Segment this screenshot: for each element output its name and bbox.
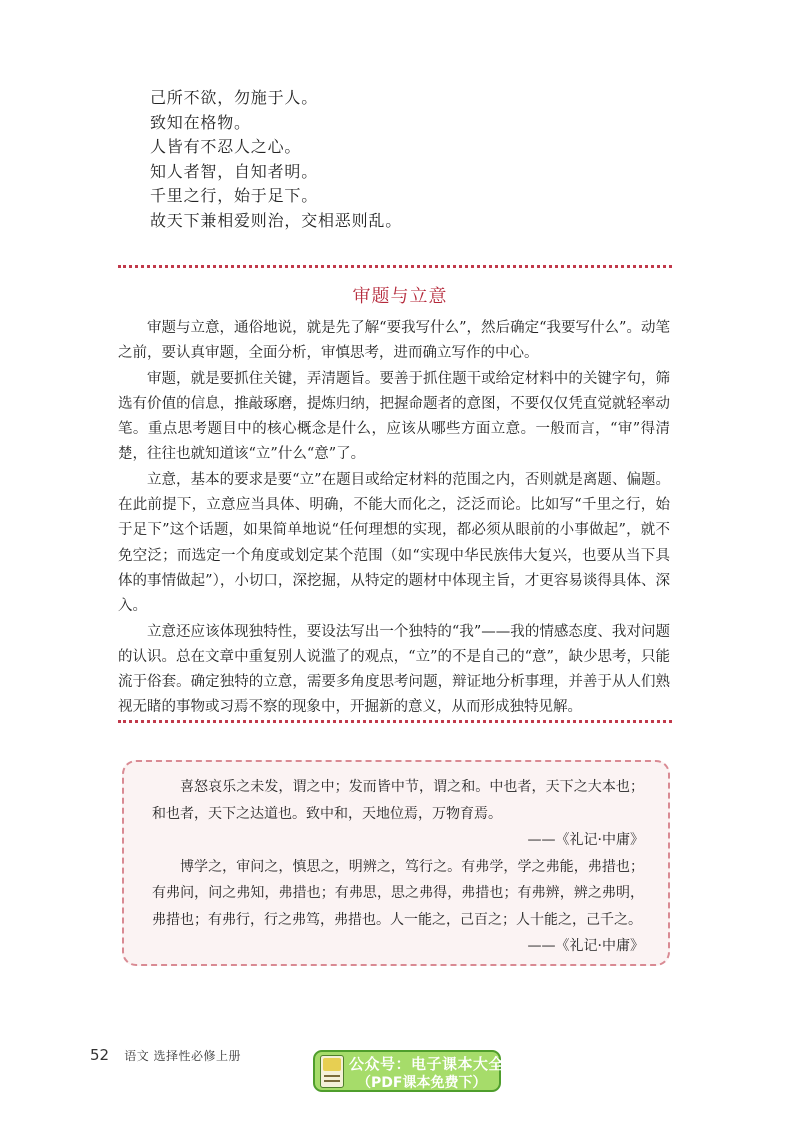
quote-line: 人皆有不忍人之心。 [150,137,302,156]
quote-passage: 喜怒哀乐之未发，谓之中；发而皆中节，谓之和。中也者，天下之大本也；和也者，天下之达道也。致中和，天地位焉，万物育焉。 [152,779,644,822]
watermark-badge [313,1050,505,1092]
section-title: 审题与立意 [352,286,448,307]
classical-quote-box [122,760,670,966]
book-logo-icon [320,1055,344,1088]
quote-line: 知人者智，自知者明。 [150,161,319,181]
body-paragraph: 立意，基本的要求是要“立”在题目或给定材料的范围之内，否则就是离题、偏题。在此前提下，立意应当具体、明确，不能大而化之，泛泛而论。比如写“千里之行，始于足下”这个话题，如果简单地说“任何理想的实现，都必须从眼前的小事做起”，就不免空泛；而选定一个角度或划定某个范围（如“实现中华民族伟大复兴，也要从当下具体的事情做起”），小切口，深挖掘，从特定的题材中体现主旨，才更容易谈得具体、深入。 [118,471,670,615]
quote-source: ——《礼记·中庸》 [527,832,644,848]
watermark-text: 公众号：电子课本大全 [349,1055,505,1073]
quote-line: 致知在格物。 [150,112,251,132]
quote-passage: 博学之，审问之，慎思之，明辨之，笃行之。有弗学，学之弗能，弗措也；有弗问，问之弗知，弗措也；有弗思，思之弗得，弗措也；有弗辨，辨之弗明，弗措也；有弗行，行之弗笃，弗措也。人一能之，己百之；人十能之，己千之。 [152,858,644,928]
quote-line: 故天下兼相爱则治，交相恶则乱。 [150,210,403,230]
quote-line: 己所不欲，勿施于人。 [150,88,319,107]
book-title: 语文 选择性必修上册 [124,1049,242,1063]
body-paragraph: 审题与立意，通俗地说，就是先了解“要我写什么”，然后确定“我要写什么”。动笔之前，要认真审题，全面分析，审慎思考，进而确立写作的中心。 [118,320,670,362]
page-footer [90,1045,241,1064]
dotted-divider-bottom [118,720,672,723]
body-paragraph: 立意还应该体现独特性，要设法写出一个独特的“我”——我的情感态度、我对问题的认识。总在文章中重复别人说滥了的观点，“立”的不是自己的“意”，缺少思考，只能流于俗套。确定独特的立意，需要多角度思考问题，辩证地分析事理，并善于从人们熟视无睹的事物或习焉不察的现象中，开掘新的意义，从而形成独特见解。 [118,623,670,716]
dotted-divider-top [118,265,672,268]
quote-source: ——《礼记·中庸》 [527,938,644,954]
body-paragraph: 审题，就是要抓住关键，弄清题旨。要善于抓住题干或给定材料中的关键字句，筛选有价值的信息，推敲琢磨，提炼归纳，把握命题者的意图，不要仅仅凭直觉就轻率动笔。重点思考题目中的核心概念是什么，应该从哪些方面立意。一般而言，“审”得清楚，往往也就知道该“立”什么“意”了。 [118,370,670,463]
section-body [118,316,670,721]
watermark-subtext: （PDF课本免费下） [357,1075,487,1091]
classical-quote-list [150,86,402,233]
page-number: 52 [90,1046,110,1064]
quote-box-content [152,774,644,960]
quote-line: 千里之行，始于足下。 [150,186,319,205]
